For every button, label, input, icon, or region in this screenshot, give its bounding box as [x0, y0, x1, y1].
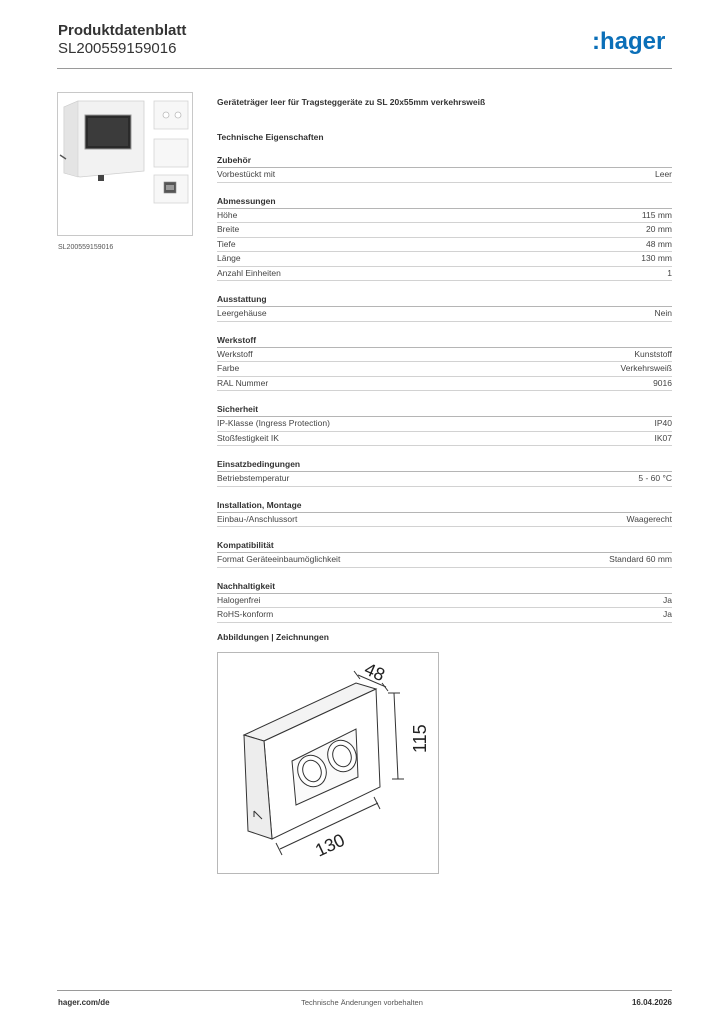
drawings-heading: Abbildungen | Zeichnungen	[217, 632, 329, 642]
hager-logo	[592, 28, 676, 56]
property-label: Betriebstemperatur	[217, 473, 290, 483]
footer-note: Technische Änderungen vorbehalten	[301, 998, 423, 1007]
property-label: Länge	[217, 253, 241, 263]
property-row	[217, 209, 672, 224]
property-value: 1	[667, 267, 672, 278]
section-heading: Zubehör	[217, 154, 672, 168]
property-label: Werkstoff	[217, 348, 253, 359]
property-row	[217, 377, 672, 392]
property-row	[217, 472, 672, 487]
property-value: Verkehrsweiß	[620, 363, 672, 373]
property-section	[217, 539, 672, 568]
property-section	[217, 195, 672, 282]
property-value: Ja	[663, 609, 672, 619]
section-heading: Sicherheit	[217, 403, 672, 417]
section-heading: Werkstoff	[217, 334, 672, 348]
property-value: IK07	[654, 432, 672, 443]
footer-divider	[57, 990, 672, 991]
section-heading: Ausstattung	[217, 293, 672, 307]
property-label: Farbe	[217, 363, 240, 373]
product-code: SL200559159016	[58, 40, 177, 57]
property-section	[217, 154, 672, 183]
property-label: Stoßfestigkeit IK	[217, 432, 279, 443]
property-row	[217, 252, 672, 267]
property-row	[217, 553, 672, 568]
property-row	[217, 608, 672, 623]
property-row	[217, 168, 672, 183]
property-sections	[217, 154, 672, 623]
property-value: 9016	[653, 377, 672, 388]
product-photo	[57, 92, 193, 236]
section-heading: Nachhaltigkeit	[217, 580, 672, 594]
footer-date: 16.04.2026	[631, 998, 672, 1007]
property-section	[217, 334, 672, 392]
property-section	[217, 580, 672, 623]
property-row	[217, 223, 672, 238]
page-title: Produktdatenblatt	[58, 22, 187, 39]
property-row	[217, 307, 672, 322]
property-value: Waagerecht	[626, 513, 672, 524]
footer-website: hager.com/de	[58, 998, 110, 1007]
property-value: Standard 60 mm	[609, 554, 672, 564]
property-row	[217, 432, 672, 447]
property-section	[217, 499, 672, 528]
property-label: IP-Klasse (Ingress Protection)	[217, 418, 330, 428]
property-value: Kunststoff	[634, 348, 672, 359]
property-row	[217, 362, 672, 377]
section-heading: Kompatibilität	[217, 539, 672, 553]
property-value: IP40	[654, 418, 672, 428]
property-label: RoHS-konform	[217, 609, 274, 619]
section-heading: Installation, Montage	[217, 499, 672, 513]
property-label: Höhe	[217, 209, 238, 220]
property-label: Tiefe	[217, 238, 236, 249]
property-section	[217, 403, 672, 446]
property-label: RAL Nummer	[217, 377, 269, 388]
property-section	[217, 293, 672, 322]
logo-text: :hager	[592, 28, 666, 55]
property-value: 20 mm	[646, 224, 672, 234]
property-value: 115 mm	[641, 209, 672, 220]
property-row	[217, 513, 672, 528]
property-label: Breite	[217, 224, 240, 234]
property-label: Leergehäuse	[217, 308, 267, 318]
property-value: Leer	[654, 169, 672, 179]
technical-heading: Technische Eigenschaften	[217, 132, 324, 142]
technical-properties	[217, 96, 672, 623]
header-divider	[57, 68, 672, 69]
page-header	[58, 22, 186, 58]
property-section	[217, 458, 672, 487]
section-heading: Einsatzbedingungen	[217, 458, 672, 472]
property-value: Ja	[663, 594, 672, 605]
property-row	[217, 417, 672, 432]
property-label: Anzahl Einheiten	[217, 267, 281, 278]
property-label: Einbau-/Anschlussort	[217, 513, 298, 524]
property-value: 5 - 60 °C	[638, 473, 672, 483]
property-value: 130 mm	[641, 253, 672, 263]
property-row	[217, 267, 672, 282]
section-heading: Abmessungen	[217, 195, 672, 209]
dim-depth-label: 48	[361, 658, 388, 686]
property-value: 48 mm	[646, 238, 672, 249]
property-label: Format Geräteeinbaumöglichkeit	[217, 554, 341, 564]
property-row	[217, 238, 672, 253]
property-row	[217, 348, 672, 363]
photo-caption: SL200559159016	[58, 244, 114, 251]
property-label: Vorbestückt mit	[217, 169, 276, 179]
property-value: Nein	[654, 308, 672, 318]
dim-height-label: 115	[410, 724, 430, 753]
dimension-drawing	[217, 652, 439, 874]
property-row	[217, 594, 672, 609]
product-description: Geräteträger leer für Tragsteggeräte zu SL 20x55mm verkehrsweiß	[217, 97, 486, 107]
dim-length-label: 130	[312, 829, 348, 861]
property-label: Halogenfrei	[217, 594, 261, 605]
